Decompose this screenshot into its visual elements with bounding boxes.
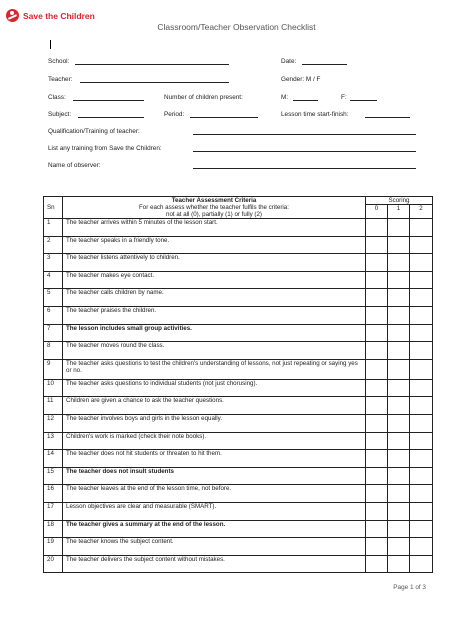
row-number: 18 bbox=[44, 520, 63, 538]
score-2-cell[interactable] bbox=[410, 538, 433, 556]
score-0-cell[interactable] bbox=[366, 397, 388, 415]
row-number: 20 bbox=[44, 555, 63, 573]
table-row bbox=[44, 219, 433, 237]
score-1-cell[interactable] bbox=[388, 219, 410, 237]
score-0-cell[interactable] bbox=[366, 306, 388, 324]
score-0-cell[interactable] bbox=[366, 538, 388, 556]
row-number: 14 bbox=[44, 450, 63, 468]
score-1-cell[interactable] bbox=[388, 289, 410, 307]
criteria-text: The teacher delivers the subject content without mistakes. bbox=[63, 555, 366, 573]
score-1-cell[interactable] bbox=[388, 538, 410, 556]
criteria-scale: not at all (0), partially (1) or fully (2) bbox=[166, 211, 262, 218]
score-0-cell[interactable] bbox=[366, 485, 388, 503]
row-number: 7 bbox=[44, 324, 63, 342]
score-2-cell[interactable] bbox=[410, 236, 433, 254]
score-1-cell[interactable] bbox=[388, 342, 410, 360]
score-1-cell[interactable] bbox=[388, 271, 410, 289]
row-number: 10 bbox=[44, 379, 63, 397]
gender-label[interactable]: Gender: M / F bbox=[281, 76, 321, 83]
score-2-cell[interactable] bbox=[410, 342, 433, 360]
score-2-cell[interactable] bbox=[410, 289, 433, 307]
criteria-text: The lesson includes small group activities. bbox=[63, 324, 366, 342]
row-number: 4 bbox=[44, 271, 63, 289]
table-row bbox=[44, 397, 433, 415]
table-row bbox=[44, 485, 433, 503]
scoring-header: Scoring bbox=[366, 197, 433, 205]
table-row bbox=[44, 432, 433, 450]
class-label: Class: bbox=[48, 94, 66, 101]
criteria-text: The teacher does not hit students or threaten to hit them. bbox=[63, 450, 366, 468]
table-row bbox=[44, 538, 433, 556]
score-2-cell[interactable] bbox=[410, 379, 433, 397]
table-row bbox=[44, 414, 433, 432]
score-2-cell[interactable] bbox=[410, 555, 433, 573]
score-1-cell[interactable] bbox=[388, 414, 410, 432]
class-field[interactable] bbox=[73, 100, 144, 101]
score-1-cell[interactable] bbox=[388, 306, 410, 324]
row-number: 11 bbox=[44, 397, 63, 415]
table-row bbox=[44, 254, 433, 272]
score-0-cell[interactable] bbox=[366, 502, 388, 520]
score-0-cell[interactable] bbox=[366, 520, 388, 538]
score-1-cell[interactable] bbox=[388, 324, 410, 342]
qualification-label: Qualification/Training of teacher: bbox=[48, 128, 140, 135]
table-row bbox=[44, 306, 433, 324]
score-1-cell[interactable] bbox=[388, 502, 410, 520]
observer-field[interactable] bbox=[193, 168, 416, 169]
qualification-field[interactable] bbox=[193, 134, 416, 135]
row-number: 2 bbox=[44, 236, 63, 254]
score-2-cell[interactable] bbox=[410, 450, 433, 468]
score-1-cell[interactable] bbox=[388, 397, 410, 415]
child-logo-icon bbox=[6, 9, 19, 22]
row-number: 19 bbox=[44, 538, 63, 556]
criteria-text: The teacher does not insult students bbox=[63, 467, 366, 485]
score-1-cell[interactable] bbox=[388, 236, 410, 254]
criteria-text: The teacher praises the children. bbox=[63, 306, 366, 324]
score-1-cell[interactable] bbox=[388, 432, 410, 450]
subject-field[interactable] bbox=[78, 117, 144, 118]
school-field[interactable] bbox=[75, 64, 229, 65]
text-cursor bbox=[50, 40, 51, 49]
criteria-text: The teacher moves round the class. bbox=[63, 342, 366, 360]
row-number: 12 bbox=[44, 414, 63, 432]
row-number: 13 bbox=[44, 432, 63, 450]
criteria-instruction: For each assess whether the teacher fulfils the criteria: bbox=[139, 204, 289, 211]
score-2-cell[interactable] bbox=[410, 271, 433, 289]
children-present-label: Number of children present: bbox=[164, 94, 243, 101]
page-number: Page 1 of 3 bbox=[393, 584, 426, 591]
score-2-cell[interactable] bbox=[410, 254, 433, 272]
table-row bbox=[44, 502, 433, 520]
row-number: 1 bbox=[44, 219, 63, 237]
score-2-cell[interactable] bbox=[410, 485, 433, 503]
score-0-cell[interactable] bbox=[366, 379, 388, 397]
score-2-header: 2 bbox=[410, 205, 433, 219]
criteria-text: The teacher listens attentively to children. bbox=[63, 254, 366, 272]
row-number: 3 bbox=[44, 254, 63, 272]
row-number: 8 bbox=[44, 342, 63, 360]
score-0-cell[interactable] bbox=[366, 236, 388, 254]
score-0-cell[interactable] bbox=[366, 414, 388, 432]
score-2-cell[interactable] bbox=[410, 432, 433, 450]
score-0-cell[interactable] bbox=[366, 359, 388, 379]
criteria-text: The teacher knows the subject content. bbox=[63, 538, 366, 556]
date-label: Date: bbox=[281, 58, 297, 65]
row-number: 16 bbox=[44, 485, 63, 503]
save-the-children-logo bbox=[6, 9, 95, 22]
row-number: 15 bbox=[44, 467, 63, 485]
score-1-cell[interactable] bbox=[388, 450, 410, 468]
row-number: 5 bbox=[44, 289, 63, 307]
date-field[interactable] bbox=[302, 64, 347, 65]
score-0-cell[interactable] bbox=[366, 467, 388, 485]
score-0-cell[interactable] bbox=[366, 324, 388, 342]
criteria-header bbox=[63, 197, 366, 219]
period-field[interactable] bbox=[190, 117, 258, 118]
score-0-cell[interactable] bbox=[366, 219, 388, 237]
period-label: Period: bbox=[164, 111, 185, 118]
criteria-text: The teacher asks questions to test the children's understanding of lessons, not just repeating or saying yes or no. bbox=[63, 359, 366, 379]
score-1-cell[interactable] bbox=[388, 520, 410, 538]
criteria-text: Children's work is marked (check their note books). bbox=[63, 432, 366, 450]
table-row bbox=[44, 236, 433, 254]
criteria-text: The teacher arrives within 5 minutes of the lesson start. bbox=[63, 219, 366, 237]
observer-label: Name of observer: bbox=[48, 162, 101, 169]
table-row bbox=[44, 379, 433, 397]
score-2-cell[interactable] bbox=[410, 219, 433, 237]
table-row bbox=[44, 555, 433, 573]
score-0-cell[interactable] bbox=[366, 289, 388, 307]
criteria-text: Lesson objectives are clear and measurable (SMART). bbox=[63, 502, 366, 520]
training-label: List any training from Save the Children: bbox=[48, 145, 162, 152]
score-0-header: 0 bbox=[366, 205, 388, 219]
score-0-cell[interactable] bbox=[366, 342, 388, 360]
teacher-field[interactable] bbox=[80, 82, 229, 83]
table-row bbox=[44, 342, 433, 360]
row-number: 6 bbox=[44, 306, 63, 324]
score-2-cell[interactable] bbox=[410, 324, 433, 342]
criteria-title: Teacher Assessment Criteria bbox=[171, 197, 257, 204]
logo-text: Save the Children bbox=[23, 10, 95, 21]
criteria-text: The teacher makes eye contact. bbox=[63, 271, 366, 289]
table-row bbox=[44, 359, 433, 379]
score-2-cell[interactable] bbox=[410, 306, 433, 324]
score-1-header: 1 bbox=[388, 205, 410, 219]
criteria-text: The teacher asks questions to individual students (not just chorusing). bbox=[63, 379, 366, 397]
subject-label: Subject: bbox=[48, 111, 72, 118]
score-2-cell[interactable] bbox=[410, 520, 433, 538]
score-1-cell[interactable] bbox=[388, 254, 410, 272]
row-number: 17 bbox=[44, 502, 63, 520]
score-1-cell[interactable] bbox=[388, 555, 410, 573]
score-1-cell[interactable] bbox=[388, 379, 410, 397]
score-0-cell[interactable] bbox=[366, 432, 388, 450]
row-number: 9 bbox=[44, 359, 63, 379]
female-count-label: F: bbox=[341, 94, 347, 101]
score-0-cell[interactable] bbox=[366, 555, 388, 573]
table-row bbox=[44, 324, 433, 342]
score-2-cell[interactable] bbox=[410, 397, 433, 415]
score-2-cell[interactable] bbox=[410, 467, 433, 485]
score-0-cell[interactable] bbox=[366, 254, 388, 272]
score-2-cell[interactable] bbox=[410, 502, 433, 520]
score-1-cell[interactable] bbox=[388, 359, 410, 379]
score-1-cell[interactable] bbox=[388, 485, 410, 503]
criteria-text: The teacher leaves at the end of the lesson time, not before. bbox=[63, 485, 366, 503]
criteria-text: The teacher gives a summary at the end of the lesson. bbox=[63, 520, 366, 538]
table-row bbox=[44, 467, 433, 485]
table-row bbox=[44, 289, 433, 307]
table-row bbox=[44, 450, 433, 468]
criteria-text: The teacher speaks in a friendly tone. bbox=[63, 236, 366, 254]
training-field[interactable] bbox=[193, 151, 416, 152]
score-2-cell[interactable] bbox=[410, 359, 433, 379]
assessment-table bbox=[43, 196, 433, 573]
male-count-field[interactable] bbox=[293, 100, 318, 101]
lesson-time-field[interactable] bbox=[365, 117, 410, 118]
score-2-cell[interactable] bbox=[410, 414, 433, 432]
table-row bbox=[44, 520, 433, 538]
document-title: Classroom/Teacher Observation Checklist bbox=[157, 22, 316, 32]
score-0-cell[interactable] bbox=[366, 271, 388, 289]
lesson-time-label: Lesson time start-finish: bbox=[281, 111, 349, 118]
score-0-cell[interactable] bbox=[366, 450, 388, 468]
criteria-text: Children are given a chance to ask the teacher questions. bbox=[63, 397, 366, 415]
teacher-label: Teacher: bbox=[48, 76, 73, 83]
score-1-cell[interactable] bbox=[388, 467, 410, 485]
male-count-label: M: bbox=[281, 94, 289, 101]
table-row bbox=[44, 271, 433, 289]
school-label: School: bbox=[48, 58, 70, 65]
sn-header: Sn bbox=[44, 197, 63, 219]
criteria-text: The teacher calls children by name. bbox=[63, 289, 366, 307]
criteria-text: The teacher involves boys and girls in the lesson equally. bbox=[63, 414, 366, 432]
female-count-field[interactable] bbox=[350, 100, 377, 101]
